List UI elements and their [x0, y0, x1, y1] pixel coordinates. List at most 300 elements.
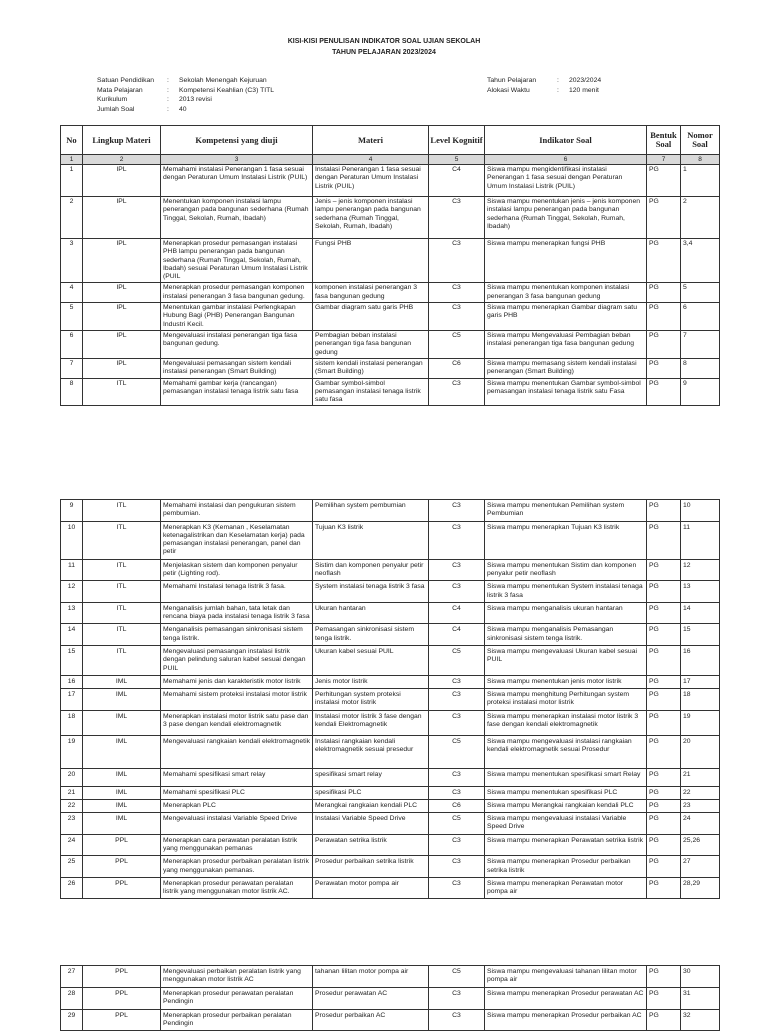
- column-header: Indikator Soal: [485, 126, 647, 155]
- table-row: [61, 302, 720, 330]
- cell-nomor: 8: [681, 358, 720, 378]
- cell-lingkup: IML: [83, 786, 161, 799]
- column-number: 1: [61, 155, 83, 165]
- cell-materi: Prosedur perbaikan setrika listrik: [313, 856, 429, 878]
- table-row: [61, 834, 720, 856]
- cell-no: 9: [61, 500, 83, 522]
- cell-bentuk: PG: [647, 799, 681, 812]
- cell-bentuk: PG: [647, 283, 681, 303]
- meta-row: [487, 76, 601, 86]
- cell-materi: sistem kendali instalasi penerangan (Smart Building): [313, 358, 429, 378]
- cell-indikator: Siswa mampu menerapkan Prosedur perbaikan AC: [485, 1009, 647, 1031]
- cell-kompetensi: Menerapkan K3 (Kemanan , Keselamatan ketenagalistrikan dan Keselamatan kerja) pada pemasangan instalasi penerangan, panel dan petir: [161, 521, 313, 559]
- table-row: [61, 521, 720, 559]
- meta-row: [97, 76, 274, 86]
- cell-lingkup: IML: [83, 675, 161, 688]
- table-row: [61, 197, 720, 239]
- cell-level: C3: [429, 559, 485, 581]
- cell-indikator: Siswa mampu menerapkan Perawatan setrika listrik: [485, 834, 647, 856]
- cell-no: 23: [61, 813, 83, 835]
- cell-materi: Ukuran kabel sesuai PUIL: [313, 645, 429, 675]
- cell-level: C3: [429, 768, 485, 786]
- cell-no: 4: [61, 283, 83, 303]
- cell-indikator: Siswa mampu menganalisis ukuran hantaran: [485, 602, 647, 624]
- cell-lingkup: IML: [83, 710, 161, 735]
- cell-indikator: Siswa mampu menentukan jenis motor listrik: [485, 675, 647, 688]
- cell-kompetensi: Menerapkan prosedur perawatan peralatan listrik yang menggunakan motor listrik AC.: [161, 877, 313, 899]
- cell-bentuk: PG: [647, 624, 681, 646]
- table-row: [61, 239, 720, 283]
- cell-indikator: Siswa mampu mengevaluasi instalasi rangkaian kendali elektromagnetik sesuai Prosedur: [485, 735, 647, 768]
- column-header: No: [61, 126, 83, 155]
- cell-level: C3: [429, 239, 485, 283]
- cell-level: C3: [429, 500, 485, 522]
- meta-row: [97, 105, 274, 115]
- cell-lingkup: ITL: [83, 602, 161, 624]
- meta-value: Kompetensi Keahlian (C3) TITL: [179, 86, 275, 94]
- cell-nomor: 1: [681, 165, 720, 197]
- cell-kompetensi: Menjelaskan sistem dan komponen penyalur petir (Lighting rod).: [161, 559, 313, 581]
- cell-bentuk: PG: [647, 500, 681, 522]
- meta-label: Kurikulum: [97, 96, 128, 103]
- cell-lingkup: IML: [83, 689, 161, 711]
- meta-colon: :: [167, 77, 169, 84]
- meta-row: [97, 95, 274, 105]
- cell-bentuk: PG: [647, 645, 681, 675]
- table-row: [61, 675, 720, 688]
- cell-indikator: Siswa mampu menerapkan instalasi motor listrik 3 fase dengan kendali elektromagnetik: [485, 710, 647, 735]
- cell-no: 11: [61, 559, 83, 581]
- cell-lingkup: ITL: [83, 624, 161, 646]
- cell-materi: Instalasi rangkaian kendali elektromagnetik sesuai presedur: [313, 735, 429, 768]
- cell-kompetensi: Menerapkan prosedur pemasangan komponen instalasi penerangan 3 fasa bangunan gedung.: [161, 283, 313, 303]
- column-header: Materi: [313, 126, 429, 155]
- cell-materi: Ukuran hantaran: [313, 602, 429, 624]
- cell-indikator: Siswa mampu mengevaluasi tahanan lilitan motor pompa air: [485, 966, 647, 988]
- cell-kompetensi: Memahami sistem proteksi instalasi motor listrik: [161, 689, 313, 711]
- cell-no: 12: [61, 581, 83, 603]
- column-header: Level Kognitif: [429, 126, 485, 155]
- meta-label: Jumlah Soal: [97, 105, 135, 113]
- cell-no: 17: [61, 689, 83, 711]
- cell-indikator: Siswa mampu mengidentifikasi instalasi Penerangan 1 fasa sesuai dengan Peraturan Umum Instalasi Listrik (PUIL): [485, 165, 647, 197]
- cell-indikator: Siswa mampu menentukan Gambar symbol-simbol pemasangan instalasi tenaga listrik satu Fasa: [485, 378, 647, 406]
- cell-nomor: 18: [681, 689, 720, 711]
- cell-bentuk: PG: [647, 834, 681, 856]
- cell-kompetensi: Menentukan gambar instalasi Perlengkapan Hubung Bagi (PHB) Penerangan Bangunan Industri Kecil.: [161, 302, 313, 330]
- cell-bentuk: PG: [647, 877, 681, 899]
- cell-kompetensi: Memahami instalasi dan pengukuran sistem pembumian.: [161, 500, 313, 522]
- cell-nomor: 21: [681, 768, 720, 786]
- cell-level: C3: [429, 689, 485, 711]
- cell-lingkup: IPL: [83, 302, 161, 330]
- title-line-1: KISI-KISI PENULISAN INDIKATOR SOAL UJIAN SEKOLAH: [287, 38, 481, 45]
- cell-nomor: 30: [681, 966, 720, 988]
- cell-lingkup: IML: [83, 799, 161, 812]
- cell-bentuk: PG: [647, 786, 681, 799]
- cell-lingkup: IPL: [83, 330, 161, 358]
- cell-level: C3: [429, 283, 485, 303]
- meta-colon: :: [557, 77, 559, 84]
- title-line-2: TAHUN PELAJARAN 2023/2024: [332, 49, 436, 56]
- cell-kompetensi: Memahami spesifikasi PLC: [161, 786, 313, 799]
- cell-nomor: 20: [681, 735, 720, 768]
- cell-nomor: 22: [681, 786, 720, 799]
- cell-indikator: Siswa mampu mengevaluasi instalasi Variable Speed Drive: [485, 813, 647, 835]
- cell-materi: Perhitungan system proteksi instalasi motor listrik: [313, 689, 429, 711]
- cell-level: C5: [429, 645, 485, 675]
- cell-level: C4: [429, 602, 485, 624]
- cell-level: C5: [429, 735, 485, 768]
- cell-no: 19: [61, 735, 83, 768]
- cell-no: 20: [61, 768, 83, 786]
- cell-bentuk: PG: [647, 358, 681, 378]
- table-row: [61, 624, 720, 646]
- cell-no: 2: [61, 197, 83, 239]
- cell-indikator: Siswa mampu menentukan Pemilihan system Pembumian: [485, 500, 647, 522]
- cell-kompetensi: Menganalisis pemasangan sinkronisasi sistem tenga listrik.: [161, 624, 313, 646]
- cell-bentuk: PG: [647, 165, 681, 197]
- meta-label: Alokasi Waktu: [487, 86, 530, 94]
- cell-materi: spesifikasi PLC: [313, 786, 429, 799]
- cell-kompetensi: Mengevaluasi pemasangan sistem kendali instalasi penerangan (Smart Building): [161, 358, 313, 378]
- cell-materi: Prosedur perawatan AC: [313, 988, 429, 1010]
- cell-nomor: 25,26: [681, 834, 720, 856]
- cell-no: 18: [61, 710, 83, 735]
- cell-lingkup: PPL: [83, 966, 161, 988]
- cell-level: C3: [429, 378, 485, 406]
- cell-bentuk: PG: [647, 378, 681, 406]
- cell-level: C3: [429, 877, 485, 899]
- cell-level: C6: [429, 358, 485, 378]
- cell-level: C4: [429, 624, 485, 646]
- cell-nomor: 14: [681, 602, 720, 624]
- meta-label: Mata Pelajaran: [97, 86, 143, 94]
- meta-row: [97, 86, 274, 96]
- cell-no: 15: [61, 645, 83, 675]
- cell-level: C3: [429, 834, 485, 856]
- cell-materi: Perawatan motor pompa air: [313, 877, 429, 899]
- cell-bentuk: PG: [647, 521, 681, 559]
- cell-no: 27: [61, 966, 83, 988]
- cell-kompetensi: Menentukan komponen instalasi lampu penerangan pada bangunan sederhana (Rumah Tinggal, Sekolah, Rumah, Ibadah): [161, 197, 313, 239]
- meta-value: 40: [179, 105, 187, 113]
- cell-materi: Gambar diagram satu garis PHB: [313, 302, 429, 330]
- cell-bentuk: PG: [647, 675, 681, 688]
- cell-nomor: 23: [681, 799, 720, 812]
- column-number-row: [61, 155, 720, 165]
- meta-right: [487, 76, 601, 95]
- cell-nomor: 24: [681, 813, 720, 835]
- column-header: Lingkup Materi: [83, 126, 161, 155]
- table-row: [61, 799, 720, 812]
- cell-lingkup: PPL: [83, 1009, 161, 1031]
- cell-kompetensi: Mengevaluasi rangkaian kendali elektromagnetik: [161, 735, 313, 768]
- cell-nomor: 2: [681, 197, 720, 239]
- cell-materi: Merangkai rangkaian kendali PLC: [313, 799, 429, 812]
- cell-bentuk: PG: [647, 197, 681, 239]
- cell-level: C3: [429, 675, 485, 688]
- cell-no: 16: [61, 675, 83, 688]
- cell-materi: Prosedur perbaikan AC: [313, 1009, 429, 1031]
- column-number: 3: [161, 155, 313, 165]
- column-number: 7: [647, 155, 681, 165]
- cell-kompetensi: Mengevaluasi instalasi penerangan tiga fasa bangunan gedung.: [161, 330, 313, 358]
- cell-no: 1: [61, 165, 83, 197]
- cell-materi: Pemasangan sinkronisasi sistem tenga listrik.: [313, 624, 429, 646]
- column-header: Kompetensi yang diuji: [161, 126, 313, 155]
- cell-nomor: 31: [681, 988, 720, 1010]
- cell-kompetensi: Menerapkan prosedur perawatan peralatan Pendingin: [161, 988, 313, 1010]
- cell-nomor: 28,29: [681, 877, 720, 899]
- table-row: [61, 966, 720, 988]
- column-number: 5: [429, 155, 485, 165]
- cell-materi: spesifikasi smart relay: [313, 768, 429, 786]
- cell-materi: Perawatan setrika listrik: [313, 834, 429, 856]
- cell-lingkup: PPL: [83, 856, 161, 878]
- cell-kompetensi: Menerapkan cara perawatan peralatan listrik yang menggunakan pemanas: [161, 834, 313, 856]
- cell-lingkup: ITL: [83, 378, 161, 406]
- cell-level: C5: [429, 966, 485, 988]
- cell-materi: Instalasi motor listrik 3 fase dengan kendali Elektromagnetik: [313, 710, 429, 735]
- cell-indikator: Siswa mampu memasang sistem kendali instalasi penerangan (Smart Building): [485, 358, 647, 378]
- cell-no: 6: [61, 330, 83, 358]
- cell-indikator: Siswa mampu menentukan spesifikasi smart Relay: [485, 768, 647, 786]
- cell-indikator: Siswa mampu menentukan Sistim dan komponen penyalur petir neoflash: [485, 559, 647, 581]
- cell-indikator: Siswa mampu menerapkan Perawatan motor pompa air: [485, 877, 647, 899]
- meta-label: Tahun Pelajaran: [487, 77, 537, 84]
- cell-no: 24: [61, 834, 83, 856]
- cell-materi: Pemilihan system pembumian: [313, 500, 429, 522]
- cell-indikator: Siswa mampu menghitung Perhitungan system proteksi instalasi motor listrik: [485, 689, 647, 711]
- cell-lingkup: IPL: [83, 283, 161, 303]
- cell-materi: tahanan lilitan motor pompa air: [313, 966, 429, 988]
- cell-no: 5: [61, 302, 83, 330]
- cell-kompetensi: Menerapkan prosedur perbaikan peralatan listrik yang menggunakan pemanas.: [161, 856, 313, 878]
- kisi-kisi-table-page-3: [60, 965, 720, 1031]
- cell-level: C3: [429, 710, 485, 735]
- cell-nomor: 11: [681, 521, 720, 559]
- cell-bentuk: PG: [647, 302, 681, 330]
- table-row: [61, 500, 720, 522]
- cell-no: 14: [61, 624, 83, 646]
- table-row: [61, 358, 720, 378]
- table-row: [61, 165, 720, 197]
- table-row: [61, 813, 720, 835]
- kisi-kisi-table-page-1: [60, 125, 720, 406]
- cell-kompetensi: Menganalisis jumlah bahan, tata letak dan rencana biaya pada instalasi tenaga listrik 3 fasa: [161, 602, 313, 624]
- cell-no: 26: [61, 877, 83, 899]
- cell-materi: Pembagian beban instalasi penerangan tiga fasa bangunan gedung: [313, 330, 429, 358]
- meta-label: Satuan Pendidikan: [97, 77, 155, 84]
- meta-value: 120 menit: [569, 86, 599, 94]
- meta-colon: :: [167, 96, 169, 103]
- cell-materi: Fungsi PHB: [313, 239, 429, 283]
- cell-bentuk: PG: [647, 735, 681, 768]
- table-row: [61, 710, 720, 735]
- cell-level: C3: [429, 786, 485, 799]
- cell-no: 21: [61, 786, 83, 799]
- cell-bentuk: PG: [647, 239, 681, 283]
- cell-no: 8: [61, 378, 83, 406]
- table-row: [61, 378, 720, 406]
- cell-lingkup: IPL: [83, 165, 161, 197]
- cell-nomor: 7: [681, 330, 720, 358]
- cell-materi: Jenis motor listrik: [313, 675, 429, 688]
- cell-indikator: Siswa mampu menentukan spesifikasi PLC: [485, 786, 647, 799]
- table-header-row: [61, 126, 720, 155]
- cell-lingkup: PPL: [83, 834, 161, 856]
- cell-lingkup: IPL: [83, 239, 161, 283]
- cell-no: 29: [61, 1009, 83, 1031]
- cell-lingkup: IPL: [83, 358, 161, 378]
- cell-nomor: 9: [681, 378, 720, 406]
- cell-level: C5: [429, 813, 485, 835]
- cell-kompetensi: Memahami jenis dan karakteristik motor listrik: [161, 675, 313, 688]
- cell-lingkup: ITL: [83, 645, 161, 675]
- cell-indikator: Siswa mampu menentukan komponen instalasi penerangan 3 fasa bangunan gedung: [485, 283, 647, 303]
- table-row: [61, 988, 720, 1010]
- table-row: [61, 768, 720, 786]
- cell-bentuk: PG: [647, 710, 681, 735]
- cell-lingkup: IML: [83, 735, 161, 768]
- cell-lingkup: ITL: [83, 521, 161, 559]
- cell-nomor: 16: [681, 645, 720, 675]
- meta-value: 2023/2024: [569, 77, 602, 84]
- cell-kompetensi: Memahami Instalasi tenaga listrik 3 fasa.: [161, 581, 313, 603]
- cell-no: 10: [61, 521, 83, 559]
- cell-lingkup: IPL: [83, 197, 161, 239]
- column-number: 2: [83, 155, 161, 165]
- table-row: [61, 559, 720, 581]
- cell-lingkup: IML: [83, 813, 161, 835]
- column-number: 4: [313, 155, 429, 165]
- meta-left: [97, 76, 274, 114]
- kisi-kisi-table-page-2: [60, 499, 720, 899]
- cell-level: C3: [429, 302, 485, 330]
- cell-lingkup: ITL: [83, 559, 161, 581]
- cell-bentuk: PG: [647, 988, 681, 1010]
- column-number: 6: [485, 155, 647, 165]
- cell-nomor: 5: [681, 283, 720, 303]
- cell-lingkup: PPL: [83, 877, 161, 899]
- cell-kompetensi: Memahami instalasi Penerangan 1 fasa sesuai dengan Peraturan Umum Instalasi Listrik (PUIL): [161, 165, 313, 197]
- cell-materi: System instalasi tenaga listrik 3 fasa: [313, 581, 429, 603]
- cell-level: C3: [429, 581, 485, 603]
- cell-level: C5: [429, 330, 485, 358]
- table-row: [61, 786, 720, 799]
- table-row: [61, 877, 720, 899]
- cell-bentuk: PG: [647, 581, 681, 603]
- cell-nomor: 15: [681, 624, 720, 646]
- cell-lingkup: ITL: [83, 500, 161, 522]
- cell-bentuk: PG: [647, 602, 681, 624]
- cell-indikator: Siswa mampu menerapkan Tujuan K3 listrik: [485, 521, 647, 559]
- cell-nomor: 12: [681, 559, 720, 581]
- cell-lingkup: IML: [83, 768, 161, 786]
- table-row: [61, 581, 720, 603]
- cell-level: C3: [429, 1009, 485, 1031]
- cell-bentuk: PG: [647, 813, 681, 835]
- cell-bentuk: PG: [647, 330, 681, 358]
- column-number: 8: [681, 155, 720, 165]
- cell-indikator: Siswa mampu menerapkan Gambar diagram satu garis PHB: [485, 302, 647, 330]
- cell-kompetensi: Mengevaluasi instalasi Variable Speed Drive: [161, 813, 313, 835]
- table-row: [61, 602, 720, 624]
- table-row: [61, 330, 720, 358]
- cell-no: 25: [61, 856, 83, 878]
- document-title: [0, 36, 768, 58]
- cell-kompetensi: Menerapkan prosedur perbaikan peralatan Pendingin: [161, 1009, 313, 1031]
- cell-indikator: Siswa mampu mengevaluasi Ukuran kabel sesuai PUIL: [485, 645, 647, 675]
- cell-no: 28: [61, 988, 83, 1010]
- column-header: Nomor Soal: [681, 126, 720, 155]
- cell-indikator: Siswa mampu menganalisis Pemasangan sinkronisasi sistem tenga listrik.: [485, 624, 647, 646]
- meta-value: 2013 revisi: [179, 96, 212, 103]
- cell-level: C6: [429, 799, 485, 812]
- cell-indikator: Siswa mampu Merangkai rangkaian kendali PLC: [485, 799, 647, 812]
- cell-nomor: 3,4: [681, 239, 720, 283]
- cell-kompetensi: Menerapkan PLC: [161, 799, 313, 812]
- cell-materi: Instalasi Variable Speed Drive: [313, 813, 429, 835]
- meta-row: [487, 86, 601, 96]
- cell-level: C3: [429, 197, 485, 239]
- cell-kompetensi: Menerapkan instalasi motor listrik satu pase dan 3 pase dengan kendali elektromagnetik: [161, 710, 313, 735]
- cell-lingkup: ITL: [83, 581, 161, 603]
- cell-materi: Tujuan K3 listrik: [313, 521, 429, 559]
- cell-bentuk: PG: [647, 1009, 681, 1031]
- cell-level: C3: [429, 988, 485, 1010]
- cell-no: 3: [61, 239, 83, 283]
- cell-level: C3: [429, 856, 485, 878]
- cell-bentuk: PG: [647, 768, 681, 786]
- cell-level: C4: [429, 165, 485, 197]
- cell-nomor: 32: [681, 1009, 720, 1031]
- cell-materi: Jenis – jenis komponen instalasi lampu penerangan pada bangunan sederhana (Rumah Tinggal, Sekolah, Rumah, Ibadah): [313, 197, 429, 239]
- cell-kompetensi: Mengevaluasi pemasangan instalasi listrik dengan pelindung saluran kabel sesuai dengan PUIL: [161, 645, 313, 675]
- cell-bentuk: PG: [647, 689, 681, 711]
- cell-no: 22: [61, 799, 83, 812]
- cell-level: C3: [429, 521, 485, 559]
- cell-nomor: 19: [681, 710, 720, 735]
- cell-bentuk: PG: [647, 559, 681, 581]
- cell-materi: Instalasi Penerangan 1 fasa sesuai dengan Peraturan Umum Instalasi Listrik (PUIL): [313, 165, 429, 197]
- cell-kompetensi: Memahami gambar kerja (rancangan) pemasangan instalasi tenaga listrik satu fasa: [161, 378, 313, 406]
- meta-colon: :: [167, 105, 169, 113]
- cell-indikator: Siswa mampu menerapkan fungsi PHB: [485, 239, 647, 283]
- cell-kompetensi: Memahami spesifikasi smart relay: [161, 768, 313, 786]
- table-row: [61, 735, 720, 768]
- cell-indikator: Siswa mampu Mengevaluasi Pembagian beban instalasi penerangan tiga fasa bangunan gedung: [485, 330, 647, 358]
- table-row: [61, 856, 720, 878]
- cell-indikator: Siswa mampu menentukan System instalasi tenaga listrik 3 fasa: [485, 581, 647, 603]
- table-row: [61, 283, 720, 303]
- cell-kompetensi: Mengevaluasi perbaikan peralatan listrik yang menggunakan motor listrik AC: [161, 966, 313, 988]
- table-row: [61, 645, 720, 675]
- cell-indikator: Siswa mampu menerapkan Prosedur perbaikan setrika listrik: [485, 856, 647, 878]
- meta-colon: :: [557, 86, 559, 94]
- cell-materi: komponen instalasi penerangan 3 fasa bangunan gedung: [313, 283, 429, 303]
- cell-nomor: 17: [681, 675, 720, 688]
- column-header: Bentuk Soal: [647, 126, 681, 155]
- cell-nomor: 10: [681, 500, 720, 522]
- table-row: [61, 1009, 720, 1031]
- cell-bentuk: PG: [647, 856, 681, 878]
- cell-materi: Gambar symbol-simbol pemasangan instalasi tenaga listrik satu fasa: [313, 378, 429, 406]
- cell-nomor: 13: [681, 581, 720, 603]
- cell-kompetensi: Menerapkan prosedur pemasangan instalasi PHB lampu penerangan pada bangunan sederhana (Rumah Tinggal, Sekolah, Rumah, Ibadah) sesuai Peraturan Umum Instalasi Listrik (PUIL: [161, 239, 313, 283]
- cell-no: 13: [61, 602, 83, 624]
